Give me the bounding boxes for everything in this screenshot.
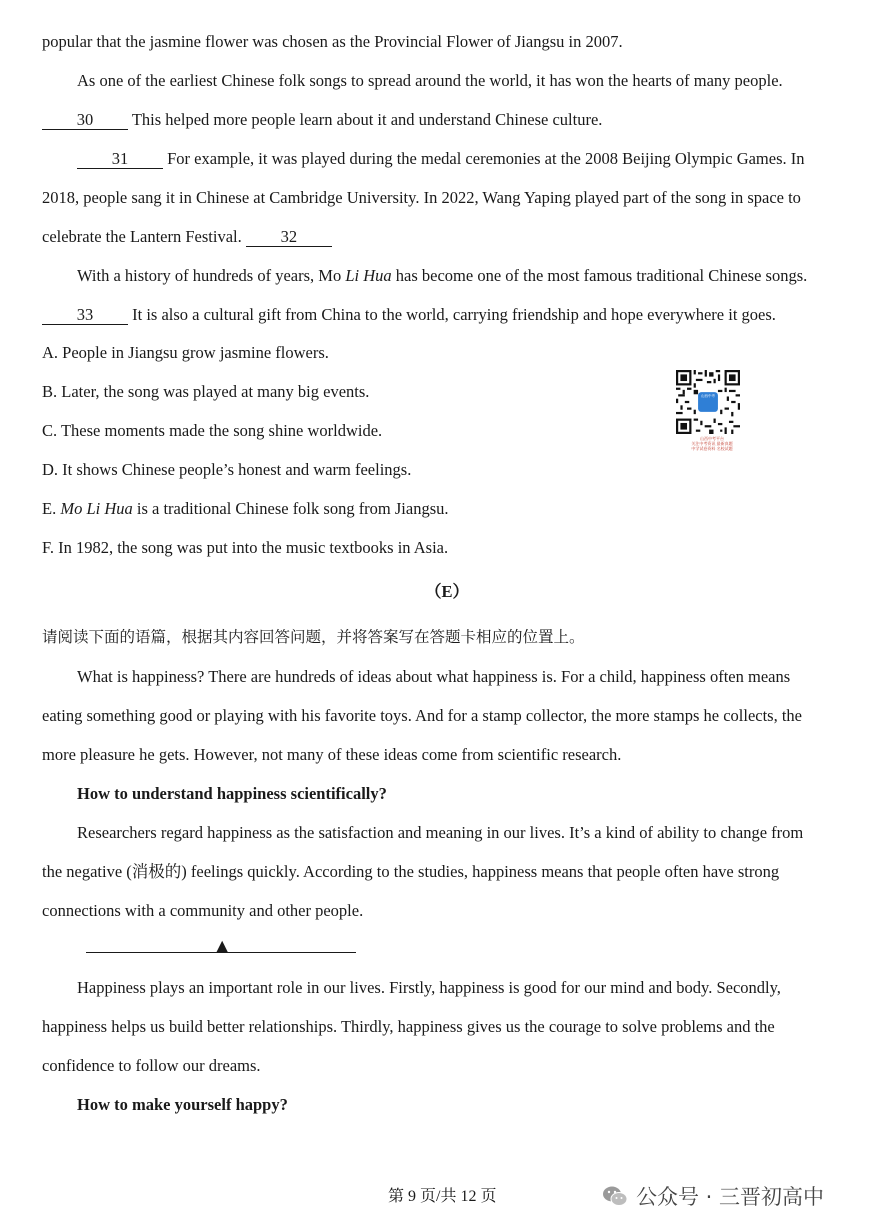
passage-line: Happiness plays an important role in our lives. Firstly, happiness is good for our mind and body. Secondly,: [77, 978, 781, 997]
song-title: Li Hua: [345, 266, 392, 285]
option-f: F. In 1982, the song was put into the music textbooks in Asia.: [42, 538, 449, 557]
option-a: A. People in Jiangsu grow jasmine flowers.: [42, 343, 329, 362]
passage-line: What is happiness? There are hundreds of ideas about what happiness is. For a child, happiness often means: [77, 667, 791, 686]
passage-text: With a history of hundreds of years, Mo: [77, 266, 346, 285]
option-b: B. Later, the song was played at many big events.: [42, 382, 370, 401]
watermark: [602, 1181, 824, 1211]
passage-line: eating something good or playing with his favorite toys. And for a stamp collector, the more stamps he collects, the: [42, 706, 803, 725]
instruction: 请阅读下面的语篇，根据其内容回答问题，并将答案写在答题卡相应的位置上。: [42, 628, 585, 646]
qr-caption-line: 关注中考资讯 最新真题: [691, 441, 733, 446]
qr-code-icon: [676, 370, 740, 434]
answer-blank-30: 30: [42, 110, 128, 130]
option-e: [42, 498, 449, 520]
qr-caption-line: 山西中考平台: [700, 436, 724, 441]
passage-line: more pleasure he gets. However, not many of these ideas come from scientific research.: [42, 745, 622, 764]
triangle-marker-icon: ▲: [216, 936, 229, 955]
passage-text: has become one of the most famous traditional Chinese songs.: [391, 266, 808, 285]
wechat-icon: [602, 1185, 628, 1207]
qr-caption: [672, 436, 752, 451]
passage-paragraph: As one of the earliest Chinese folk songs to spread around the world, it has won the hearts of many people.: [77, 71, 783, 90]
passage-text: For example, it was played during the medal ceremonies at the 2008 Beijing Olympic Games. In: [163, 149, 805, 168]
option-d: D. It shows Chinese people’s honest and warm feelings.: [42, 460, 412, 479]
option-c: C. These moments made the song shine worldwide.: [42, 421, 383, 440]
passage-line: happiness helps us build better relationships. Thirdly, happiness gives us the courage to solve problems and the: [42, 1017, 775, 1036]
passage-line-blank-31: [77, 148, 805, 170]
passage-line: popular that the jasmine flower was chosen as the Provincial Flower of Jiangsu in 2007.: [42, 32, 623, 51]
passage-paragraph: [77, 265, 807, 287]
passage-line-blank-30: [42, 109, 602, 131]
passage-line: Researchers regard happiness as the satisfaction and meaning in our lives. It’s a kind of ability to change from: [77, 823, 804, 842]
option-text: is a traditional Chinese folk song from Jiangsu.: [132, 499, 449, 518]
passage-line: 2018, people sang it in Chinese at Cambridge University. In 2022, Wang Yaping played part of the song in space to: [42, 188, 801, 207]
option-letter: E.: [42, 499, 61, 518]
page-number: 第 9 页/共 12 页: [388, 1188, 497, 1205]
passage-line-blank-32: [42, 226, 332, 248]
passage-text: This helped more people learn about it and understand Chinese culture.: [128, 110, 603, 129]
passage-line: connections with a community and other people.: [42, 901, 364, 920]
qr-badge-label: 山西中考: [701, 394, 715, 398]
qr-caption-line: 中学试卷资料 名校试题: [691, 446, 733, 451]
passage-text: It is also a cultural gift from China to the world, carrying friendship and hope everywhere it goes.: [128, 305, 776, 324]
passage-line: confidence to follow our dreams.: [42, 1056, 261, 1075]
watermark-text: 公众号 · 三晋初高中: [636, 1185, 825, 1209]
answer-blank-32: 32: [246, 227, 332, 247]
answer-blank-31: 31: [77, 149, 163, 169]
section-title: （E）: [424, 582, 469, 601]
passage-line-blank-33: [42, 304, 776, 326]
passage-line: the negative (消极的) feelings quickly. According to the studies, happiness means that people often have strong: [42, 862, 780, 881]
passage-text: celebrate the Lantern Festival.: [42, 227, 246, 246]
answer-blank-33: 33: [42, 305, 128, 325]
song-title: Mo Li Hua: [60, 499, 133, 518]
section-heading: How to understand happiness scientifically?: [77, 784, 387, 803]
section-heading: How to make yourself happy?: [77, 1095, 288, 1114]
